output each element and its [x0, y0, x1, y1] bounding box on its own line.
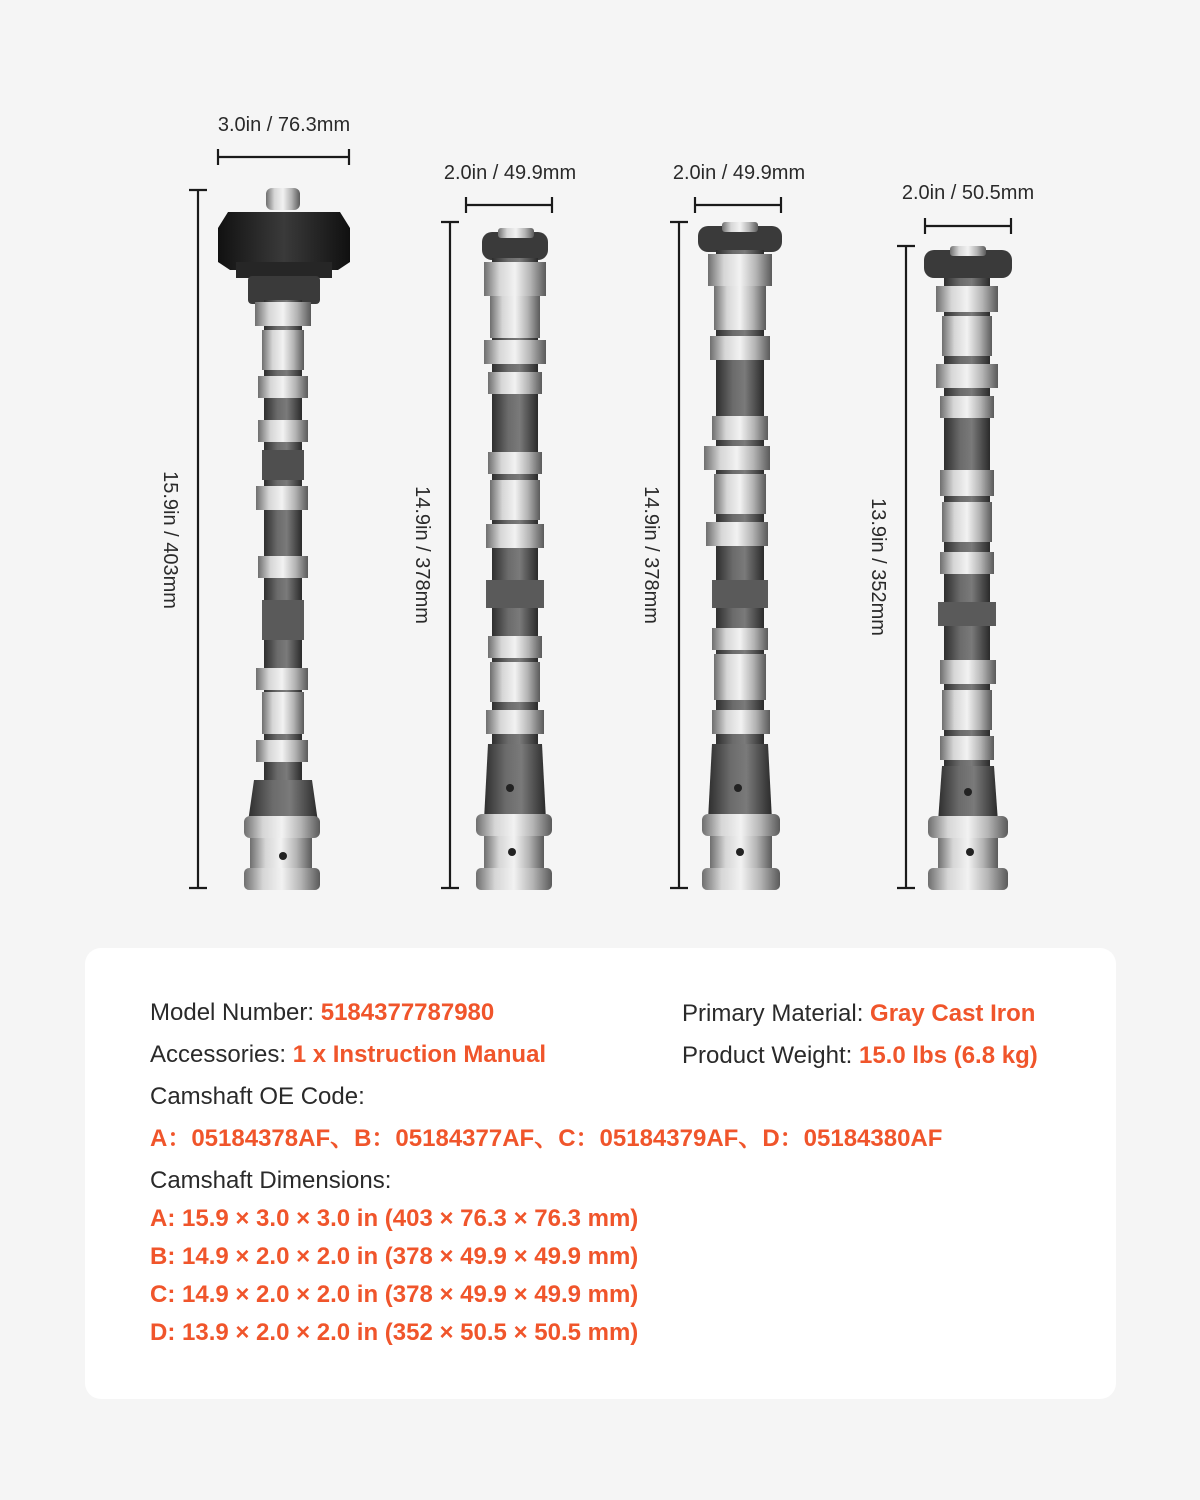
camshaft-d	[867, 182, 1034, 890]
oe-code-heading: Camshaft OE Code:	[150, 1083, 365, 1110]
model-number-row	[150, 998, 494, 1028]
oe-code-list: A：05184378AF、B：05184377AF、C：05184379AF、D：05184380AF	[150, 1125, 943, 1152]
width-label-d: 2.0in / 50.5mm	[901, 182, 1035, 204]
specifications-card	[85, 948, 1116, 1399]
model-number-label: Model Number:	[150, 999, 321, 1026]
length-label-b: 14.9in / 378mm	[411, 486, 433, 624]
length-dimension-b	[411, 222, 459, 888]
camshaft-d-image	[924, 246, 1012, 890]
width-label-a: 3.0in / 76.3mm	[217, 114, 351, 136]
primary-material-label: Primary Material:	[682, 1000, 871, 1027]
dimension-line-d: D: 13.9 × 2.0 × 2.0 in (352 × 50.5 × 50.5 mm)	[150, 1319, 639, 1346]
accessories-label: Accessories:	[150, 1041, 293, 1068]
length-dimension-d	[867, 246, 915, 888]
camshaft-c-image	[698, 222, 782, 890]
dimension-line-b: B: 14.9 × 2.0 × 2.0 in (378 × 49.9 × 49.9 mm)	[150, 1243, 639, 1270]
product-weight-value: 15.0 lbs (6.8 kg)	[858, 1042, 1038, 1069]
width-dimension-a	[218, 114, 350, 165]
length-label-c: 14.9in / 378mm	[640, 486, 662, 624]
primary-material-value: Gray Cast Iron	[870, 1000, 1036, 1027]
product-weight-row	[682, 1041, 1038, 1071]
camshaft-b	[411, 162, 576, 890]
dimensions-heading: Camshaft Dimensions:	[150, 1167, 392, 1194]
length-dimension-c	[640, 222, 688, 888]
camshaft-c	[640, 162, 805, 890]
product-weight-label: Product Weight:	[682, 1042, 859, 1069]
width-dimension-d	[902, 182, 1034, 234]
camshaft-a	[159, 114, 350, 890]
model-number-value: 5184377787980	[320, 999, 495, 1026]
width-label-b: 2.0in / 49.9mm	[443, 162, 577, 184]
length-dimension-a	[159, 190, 207, 888]
camshaft-a-image	[218, 188, 350, 890]
primary-material-row	[682, 999, 1035, 1029]
dimension-line-c: C: 14.9 × 2.0 × 2.0 in (378 × 49.9 × 49.9 mm)	[150, 1281, 639, 1308]
width-dimension-b	[444, 162, 576, 213]
accessories-value: 1 x Instruction Manual	[292, 1041, 547, 1068]
cam-phaser	[218, 212, 350, 270]
camshaft-b-image	[476, 228, 552, 890]
width-label-c: 2.0in / 49.9mm	[672, 162, 806, 184]
width-dimension-c	[673, 162, 805, 213]
length-label-a: 15.9in / 403mm	[159, 471, 181, 609]
dimension-line-a: A: 15.9 × 3.0 × 3.0 in (403 × 76.3 × 76.3 mm)	[150, 1205, 639, 1232]
length-label-d: 13.9in / 352mm	[867, 498, 889, 636]
accessories-row	[150, 1040, 546, 1070]
